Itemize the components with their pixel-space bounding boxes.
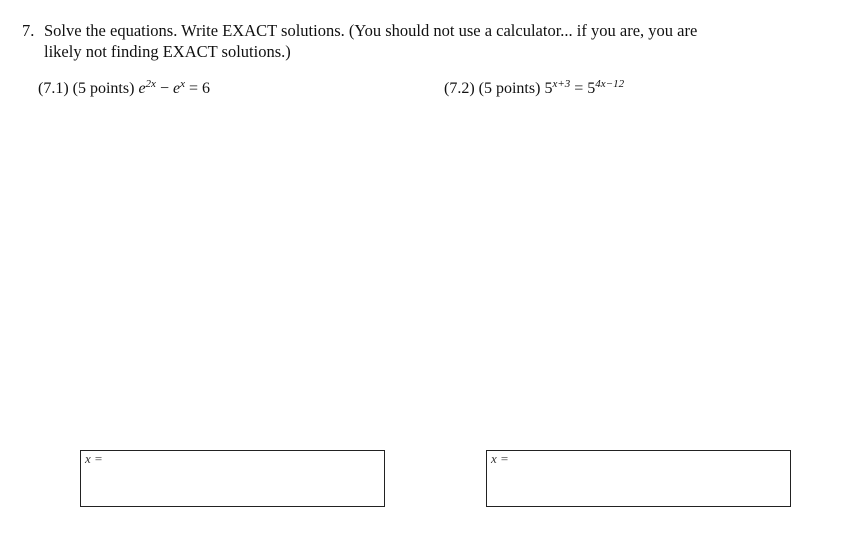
eq-base: e	[138, 80, 146, 97]
equation-7-1	[138, 80, 210, 97]
equation-7-2	[544, 80, 624, 97]
question-number: 7.	[22, 21, 35, 40]
eq-operator: −	[155, 80, 173, 97]
answer-label-text: x =	[491, 451, 509, 466]
eq-operator: =	[570, 80, 588, 97]
part-7-1	[38, 79, 210, 99]
answer-label	[491, 451, 509, 467]
answer-box-7-2[interactable]	[486, 450, 791, 507]
eq-exponent: x+3	[552, 78, 571, 90]
eq-exponent: 4x−12	[595, 78, 625, 90]
answer-label-text: x =	[85, 451, 103, 466]
part-7-2	[444, 79, 624, 99]
eq-base: e	[172, 80, 181, 97]
eq-rhs: = 6	[184, 80, 210, 97]
eq-base: 5	[587, 80, 596, 97]
answer-label	[85, 451, 103, 467]
question-line-2: likely not finding EXACT solutions.)	[44, 42, 291, 61]
question-text: Solve the equations. Write EXACT solutions. (You should not use a calculator... if you are, you are	[44, 21, 698, 40]
part-points: (5 points)	[72, 80, 135, 97]
question-line-1	[22, 20, 802, 41]
question-prompt	[22, 20, 802, 62]
eq-exponent: x	[180, 78, 185, 90]
part-points: (5 points)	[478, 80, 541, 97]
answer-box-7-1[interactable]	[80, 450, 385, 507]
part-label: (7.1)	[38, 80, 69, 97]
eq-base: 5	[544, 80, 553, 97]
part-label: (7.2)	[444, 80, 475, 97]
eq-exponent: 2x	[145, 78, 156, 90]
